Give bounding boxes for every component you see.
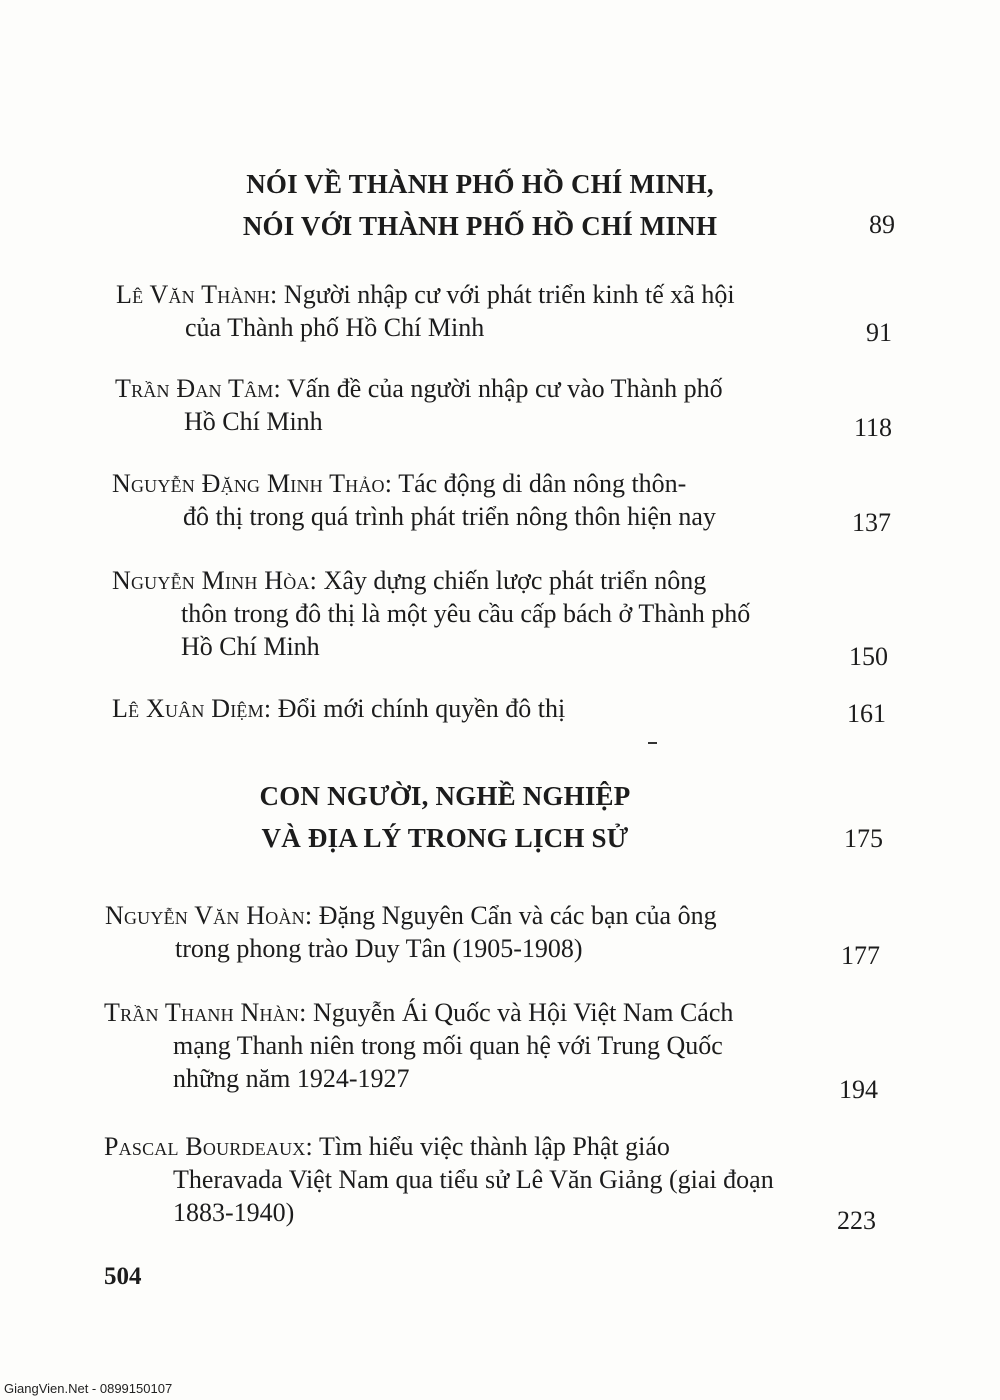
entry-author: Nguyễn Đặng Minh Thảo: <box>112 469 393 498</box>
entry-title-line: Tìm hiểu việc thành lập Phật giáo <box>318 1132 670 1161</box>
entry-title-line: Nguyễn Ái Quốc và Hội Việt Nam Cách <box>313 998 734 1027</box>
entry-page-number: 223 <box>837 1206 876 1235</box>
entry-title-line: trong phong trào Duy Tân (1905-1908) <box>175 934 583 963</box>
section-heading-line: CON NGƯỜI, NGHỀ NGHIỆP <box>259 781 631 811</box>
entry-title-line: Hồ Chí Minh <box>184 407 323 436</box>
entry-title-line: Đổi mới chính quyền đô thị <box>277 694 566 723</box>
entry-title-line: Xây dựng chiến lược phát triển nông <box>323 566 707 595</box>
section-heading-line: VÀ ĐỊA LÝ TRONG LỊCH SỬ <box>261 823 629 853</box>
section-page-number: 89 <box>869 210 895 239</box>
entry-title-line: Đặng Nguyên Cẩn và các bạn của ông <box>318 901 717 930</box>
toc-entry <box>112 564 750 663</box>
watermark-text: GiangVien.Net - 0899150107 <box>4 1381 173 1396</box>
entry-title-line: thôn trong đô thị là một yêu cầu cấp bách ở Thành phố <box>181 599 751 628</box>
entry-title-line: những năm 1924-1927 <box>173 1064 410 1093</box>
toc-entry <box>115 372 723 438</box>
entry-title-line: của Thành phố Hồ Chí Minh <box>185 313 485 342</box>
section-heading-1 <box>100 163 860 247</box>
entry-author: Nguyễn Minh Hòa: <box>112 566 318 595</box>
entry-page-number: 161 <box>847 699 886 728</box>
entry-title-line: Tác động di dân nông thôn- <box>398 469 687 498</box>
toc-entry <box>116 278 735 344</box>
entry-title-line: 1883-1940) <box>173 1198 295 1227</box>
section-heading-line: NÓI VỀ THÀNH PHỐ HỒ CHÍ MINH, <box>246 169 714 199</box>
toc-entry <box>104 1130 774 1229</box>
stray-mark <box>648 742 657 744</box>
entry-page-number: 137 <box>852 508 891 537</box>
section-heading-line: NÓI VỚI THÀNH PHỐ HỒ CHÍ MINH <box>242 211 718 241</box>
entry-title-line: Vấn đề của người nhập cư vào Thành phố <box>286 374 723 403</box>
toc-entry <box>105 899 717 965</box>
toc-entry <box>104 996 733 1095</box>
entry-author: Trần Thanh Nhàn: <box>104 998 307 1027</box>
section-heading-2 <box>65 775 825 859</box>
section-page-number: 175 <box>844 824 883 853</box>
toc-entry <box>112 692 565 725</box>
entry-page-number: 150 <box>849 642 888 671</box>
entry-author: Lê Văn Thành: <box>116 280 278 309</box>
entry-title-line: Theravada Việt Nam qua tiểu sử Lê Văn Giảng (giai đoạn <box>173 1165 774 1194</box>
toc-entry <box>112 467 716 533</box>
entry-page-number: 118 <box>853 413 892 442</box>
entry-title-line: mạng Thanh niên trong mối quan hệ với Trung Quốc <box>173 1031 723 1060</box>
entry-title-line: Hồ Chí Minh <box>181 632 320 661</box>
entry-title-line: Người nhập cư với phát triển kinh tế xã hội <box>283 280 735 309</box>
entry-page-number: 194 <box>839 1075 878 1104</box>
entry-page-number: 177 <box>841 941 880 970</box>
folio-page-number: 504 <box>104 1263 142 1290</box>
entry-author: Nguyễn Văn Hoàn: <box>105 901 313 930</box>
entry-author: Trần Đan Tâm: <box>115 374 281 403</box>
entry-title-line: đô thị trong quá trình phát triển nông thôn hiện nay <box>183 502 716 531</box>
entry-author: Lê Xuân Diệm: <box>112 694 272 723</box>
entry-author: Pascal Bourdeaux: <box>104 1132 313 1161</box>
entry-page-number: 91 <box>866 318 892 347</box>
